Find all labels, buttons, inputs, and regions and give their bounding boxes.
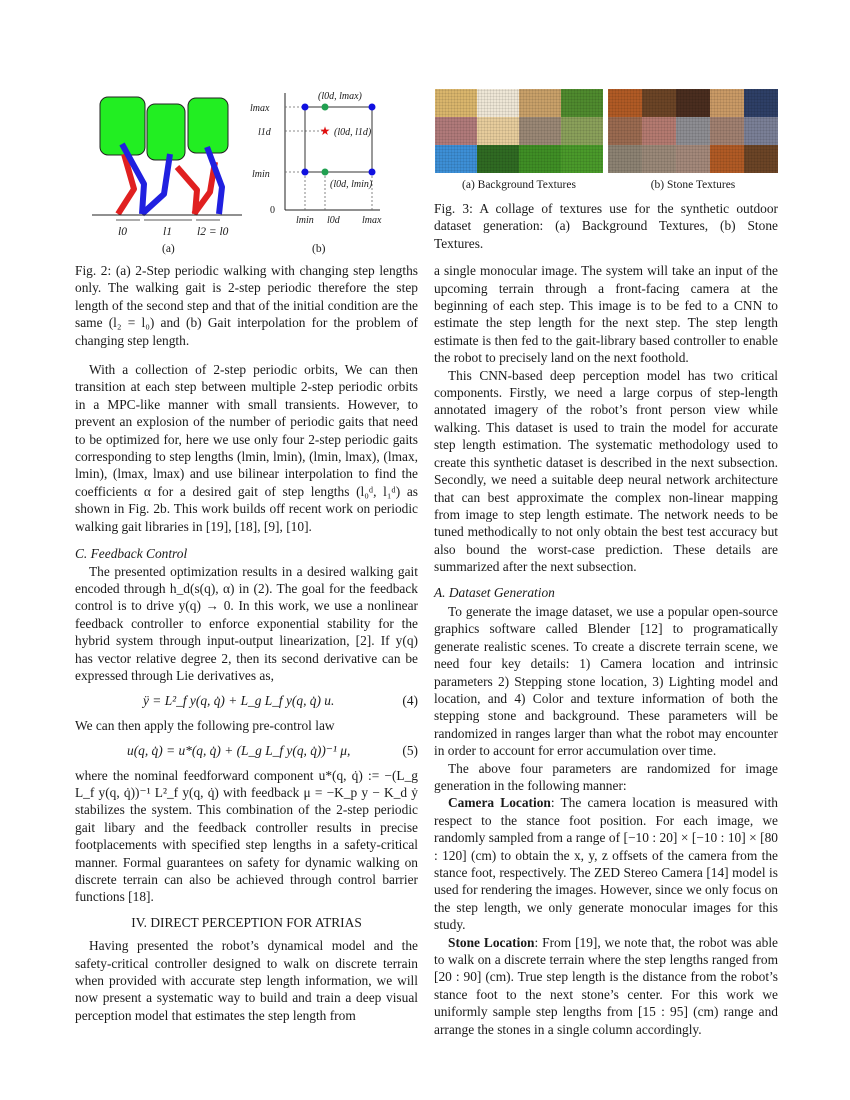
stone-location-text: : From [19], we note that, the robot was able to walk on a discrete terrain where the step lengths ranged from [20 : 90] (cm). True step length is the distance from the robot’s stance foot to the next stone’s center. For this work we uniformly sample step lengths from [15 : 95] (cm) range and arrange the stones in a single column accordingly. xyxy=(434,934,778,1037)
x-tick-lmin: lmin xyxy=(296,215,314,226)
stone-texture-tile xyxy=(642,117,676,145)
paragraph: This CNN-based deep perception model has two critical components. Firstly, we need a large corpus of step-length annotated imagery of the robot’s front person view while walking. This dataset is used to train the model for accurate step length estimation. The systematic methodology used to create this synthetic dataset is described in the next subsection. Secondly, we need a suitable deep neural network architecture that can best approximate the complex non-linear mapping from image to step length estimate. The network needs to be tuned methodically to not only obtain the best test accuracy but also bound the worst-case prediction. These details are summarized after the next subsection. xyxy=(434,367,778,575)
x-tick-lmax: lmax xyxy=(362,215,382,226)
camera-location-text: : The camera location is measured with respect to the stance foot position. For each image, we randomly sampled from a range of [−10 : 20] × [−10 : 10] × [80 : 120] (cm) to obtain the x, y, z offsets of the camera from the stance foot, respectively. The ZED Stereo Camera [14] model is used for rendering the images. However, since we only focus on the step length, we only generate monocular images for this study. xyxy=(434,795,778,933)
paragraph-stone-location xyxy=(434,934,778,1038)
paragraph-camera-location xyxy=(434,794,778,933)
stone-texture-tile xyxy=(744,145,778,173)
equation-5-row xyxy=(75,742,418,759)
camera-location-label: Camera Location xyxy=(448,795,551,811)
fig2-caption: Fig. 2: (a) 2-Step periodic walking with changing step lengths only. The walking gait is 2-step periodic therefore the step length of the second step and that of the initial condition are the same (l₂ = l₀) and (b) Gait interpolation for the problem of changing step length. xyxy=(75,263,418,348)
paragraph: The above four parameters are randomized for image generation in the following manner: xyxy=(434,760,778,793)
paragraph: To generate the image dataset, we use a popular open-source graphics software called Blender [12] to programatically generate realistic scenes. To create a discrete terrain scene, we need four key details: 1) Camera location and intrinsic parameters 2) Stepping stone location, 3) Lighting model and location, and 4) Color and texture information of both the stepping stone and background. These parameters will be randomized in ranges larger than what the robot may encounter in order to account for error accumulation over time. xyxy=(434,603,778,759)
stone-texture-tile xyxy=(608,117,642,145)
left-column xyxy=(75,262,418,1024)
stone-texture-tile xyxy=(710,117,744,145)
y-tick-lmax: lmax xyxy=(250,103,270,114)
point-label-desired: (l0d, l1d) xyxy=(334,127,372,138)
stone-texture-tile xyxy=(676,89,710,117)
equation-4-row xyxy=(75,692,418,709)
background-texture-tile xyxy=(561,117,603,145)
background-texture-tile xyxy=(477,117,519,145)
paragraph: a single monocular image. The system will take an input of the upcoming terrain through a front-facing camera at the beginning of each step. This image is to be fed to a CNN to estimate the step length for the next step. The step length estimate is then fed to the gait-library based controller to enable the robot to precisely land on the next foothold. xyxy=(434,263,778,366)
fig2b-caption: (b) xyxy=(312,243,326,255)
fig2a-label-l2: l2 = l0 xyxy=(197,226,229,238)
paragraph: where the nominal feedforward component u*(q, q̇) := −(L_g L_f y(q, q̇))⁻¹ L²_f y(q, q̇) with feedback μ = −K_p y − K_d ẏ stabilizes the system. This combination of the 2-step periodic gait libary and the feedback controller results in precise footplacements with specified step lengths in a safety-critical manner. Formal guarantees on safety for dynamic walking on discrete terrain can also be achieved through control barrier functions [18]. xyxy=(75,767,418,905)
stone-texture-tile xyxy=(642,89,676,117)
stone-textures-collage xyxy=(608,89,778,173)
background-texture-tile xyxy=(519,89,561,117)
background-textures-collage xyxy=(435,89,603,173)
stone-texture-tile xyxy=(710,89,744,117)
background-texture-tile xyxy=(519,145,561,173)
stone-texture-tile xyxy=(744,117,778,145)
background-texture-tile xyxy=(519,117,561,145)
paragraph: With a collection of 2-step periodic orbits, We can then transition at each step between multiple 2-step periodic orbits in a MPC-like manner with small transients. However, to prevent an explosion of the number of periodic gaits that need to be optimized for, here we use only four 2-step periodic gaits corresponding to step lengths (lmin, lmin), (lmin, lmax), (lmax, lmin), (lmax, lmax) and use bilinear interpolation to find the coefficients α for a desired gait of step lengths (l₀ᵈ, l₁ᵈ) as shown in Fig. 2b. This work builds off recent work on periodic walking gait libraries in [19], [18], [9], [10]. xyxy=(75,362,418,534)
paragraph: We can then apply the following pre-control law xyxy=(75,717,335,733)
background-texture-tile xyxy=(477,89,519,117)
stone-texture-tile xyxy=(676,145,710,173)
background-texture-tile xyxy=(435,145,477,173)
stone-texture-tile xyxy=(608,89,642,117)
background-texture-tile xyxy=(561,145,603,173)
y-tick-l1d: l1d xyxy=(258,127,271,138)
section-heading-iv: IV. DIRECT PERCEPTION FOR ATRIAS xyxy=(131,914,362,930)
paragraph: Having presented the robot’s dynamical model and the safety-critical controller designed to walk on discrete terrain when provided with accurate step length information, we will now present a systematic way to build and train a deep visual perception model that estimates the step length from xyxy=(75,938,418,1023)
section-heading-feedback-control: C. Feedback Control xyxy=(75,546,188,562)
point-label-bottom: (l0d, lmin) xyxy=(330,179,373,190)
stone-texture-tile xyxy=(744,89,778,117)
background-texture-tile xyxy=(435,89,477,117)
stone-texture-tile xyxy=(676,117,710,145)
figure-2a-walking-diagram xyxy=(92,92,252,224)
x-tick-l0d: l0d xyxy=(327,215,340,226)
fig2a-label-l1: l1 xyxy=(163,226,172,238)
stone-texture-tile xyxy=(710,145,744,173)
y-tick-lmin: lmin xyxy=(252,169,270,180)
fig2a-label-l0: l0 xyxy=(118,226,127,238)
stone-location-label: Stone Location xyxy=(448,934,535,950)
background-texture-tile xyxy=(435,117,477,145)
paragraph: The presented optimization results in a desired walking gait encoded through h_d(s(q), α) in (2). The goal for the feedback control is to drive y(q) → 0. In this work, we use a nonlinear feedback controller to enforce exponential stability for the hybrid system through input-output linearization, [2]. If y(q) has vector relative degree 2, then its second derivative can be expressed through Lie derivatives as, xyxy=(75,563,418,683)
fig3-caption: Fig. 3: A collage of textures use for the synthetic outdoor dataset generation: (a) Background Textures, (b) Stone Textures. xyxy=(434,201,778,251)
right-column xyxy=(434,200,778,1038)
stone-texture-tile xyxy=(642,145,676,173)
equation-5-number: (5) xyxy=(402,743,418,759)
equation-5: u(q, q̇) = u*(q, q̇) + (L_g L_f y(q, q̇))⁻¹ μ, xyxy=(127,743,351,759)
y-tick-0: 0 xyxy=(270,205,275,216)
background-texture-tile xyxy=(477,145,519,173)
section-heading-dataset-generation: A. Dataset Generation xyxy=(434,584,555,600)
background-texture-tile xyxy=(561,89,603,117)
stone-texture-tile xyxy=(608,145,642,173)
point-label-top: (l0d, lmax) xyxy=(318,91,362,102)
fig3b-caption: (b) Stone Textures xyxy=(650,179,736,191)
fig3a-caption: (a) Background Textures xyxy=(462,179,576,191)
fig2a-caption: (a) xyxy=(162,243,175,255)
equation-4: ÿ = L²_f y(q, q̇) + L_g L_f y(q, q̇) u. xyxy=(143,693,335,709)
figure-2b-gait-interpolation xyxy=(270,90,390,215)
equation-4-number: (4) xyxy=(402,693,418,709)
svg-text:★: ★ xyxy=(319,124,331,138)
